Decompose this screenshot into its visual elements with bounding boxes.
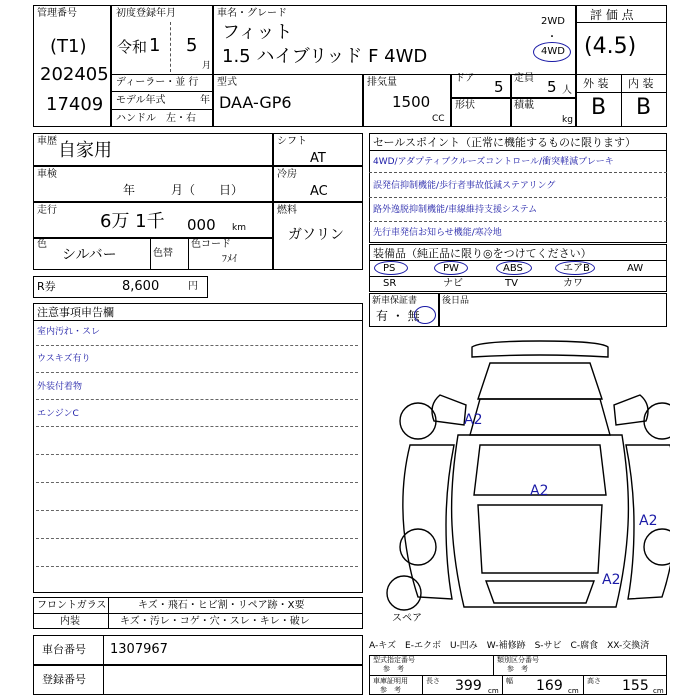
cert-sub: 参 考 [380, 686, 401, 694]
equip-airbag-circle [555, 261, 595, 275]
equip-leather: カワ [563, 278, 583, 289]
type-label: 型式 [217, 77, 237, 88]
warranty-value: 有 ・ 無 [376, 309, 420, 323]
recycle-label: R券 [37, 280, 56, 293]
capacity-unit: 人 [562, 85, 572, 96]
capacity-label: 定員 [514, 73, 534, 84]
color-label: 色 [37, 239, 47, 250]
mileage-label: 走行 [37, 205, 57, 216]
ac-value: AC [310, 184, 328, 199]
length-unit: cm [488, 687, 499, 695]
color-sep [150, 238, 151, 270]
notes-title: 注意事項申告欄 [37, 306, 114, 319]
ext-grade: B [591, 95, 607, 120]
height-value: 155 [622, 678, 649, 694]
windshield-vsep [108, 597, 109, 629]
height-label: 高さ [587, 677, 601, 685]
note-line [36, 510, 358, 511]
notes-box [33, 303, 363, 593]
type-spec-sub: 参 考 [383, 665, 404, 673]
model-year-label: モデル年式 [116, 95, 166, 106]
reg-era: 令和 [117, 38, 148, 56]
note-line [36, 372, 358, 373]
drive-dot: ・ [547, 32, 557, 43]
color-change-label: 色替 [153, 248, 173, 259]
reg-no-vsep [103, 665, 104, 695]
class-label: 類別区分番号 [497, 656, 539, 664]
door-value: 5 [494, 78, 504, 96]
reg-divider [170, 22, 171, 72]
equipment-sep2 [369, 276, 667, 277]
color-code-value: ﾌﾒｲ [222, 254, 237, 265]
windshield-sep [33, 613, 363, 614]
width-value: 169 [536, 678, 563, 694]
notes-title-sep [33, 320, 363, 321]
windshield-label: フロントガラス [37, 600, 107, 611]
capacity-value: 5 [547, 78, 557, 96]
note-item: 外装付着物 [37, 382, 83, 392]
equip-pw-circle [434, 261, 468, 275]
mgmt-label: 管理番号 [37, 8, 77, 19]
class-sub: 参 考 [507, 665, 528, 673]
equipment-title: 装備品（純正品に限り◎をつけてください） [373, 247, 592, 260]
recycle-unit: 円 [188, 281, 198, 292]
dealer-sep [111, 91, 213, 92]
drive-4wd-circle [533, 42, 571, 62]
history-label: 車歴 [37, 136, 57, 147]
sales-point: 先行車発信お知らせ機能/寒冷地 [373, 228, 502, 238]
note-item: エンジンC [37, 409, 79, 419]
warranty-label: 新車保証書 [372, 296, 418, 306]
shape-label: 形状 [455, 100, 475, 111]
reg-year: 1 [149, 35, 161, 56]
color-sep2 [188, 238, 189, 270]
sales-line [369, 221, 667, 222]
reg-month-unit: 月 [202, 61, 212, 71]
color-value: シルバー [62, 247, 117, 263]
sales-line [369, 197, 667, 198]
note-line [36, 538, 358, 539]
drive-2wd: 2WD [541, 16, 565, 27]
windshield-items: キズ・飛石・ヒビ割・リペア跡・X要 [138, 600, 305, 611]
sales-point: 誤発信抑制機能/歩行者事故低減ステアリング [373, 181, 556, 191]
shift-label: シフト [277, 136, 307, 147]
dealer-sep2 [111, 109, 213, 110]
fuel-label: 燃料 [277, 205, 297, 216]
warranty-none-circle [414, 306, 436, 324]
length-value: 399 [455, 678, 482, 694]
aftermarket-box [439, 293, 667, 327]
recycle-box [33, 276, 208, 298]
reg-no-label: 登録番号 [42, 673, 86, 686]
mgmt-line1: (T1) [50, 36, 87, 57]
equip-aw: AW [627, 263, 644, 274]
interior-label: 内装 [60, 616, 80, 627]
history-value: 自家用 [58, 140, 112, 161]
drive-4wd: 4WD [541, 46, 565, 57]
note-line [36, 454, 358, 455]
equip-navi: ナビ [443, 278, 463, 289]
mgmt-line2: 202405 [40, 64, 109, 85]
int-label: 内 装 [628, 77, 654, 90]
spare-label: スペア [392, 613, 422, 624]
score-sep [576, 22, 667, 23]
score-value: (4.5) [584, 34, 637, 59]
door-label: ドア [455, 73, 475, 84]
spec-vsep4 [583, 675, 584, 695]
load-unit: kg [562, 115, 573, 125]
mileage-tail: 000 [187, 216, 216, 234]
equip-abs-circle [496, 261, 532, 275]
sales-title-sep [369, 150, 667, 151]
note-line [36, 399, 358, 400]
int-grade: B [636, 95, 652, 120]
note-line [36, 566, 358, 567]
inspection-label: 車検 [37, 169, 57, 180]
equip-pw: PW [443, 263, 459, 274]
car-grade: 1.5 ハイブリッド F 4WD [222, 46, 428, 67]
spec-vsep3 [502, 675, 503, 695]
car-diagram [380, 335, 670, 635]
score-vsep [621, 74, 622, 127]
dealer-label: ディーラー・並 行 [116, 77, 199, 88]
sales-line [369, 172, 667, 173]
mgmt-line3: 17409 [46, 94, 104, 115]
note-line [36, 426, 358, 427]
reg-label: 初度登録年月 [116, 8, 176, 19]
ext-label: 外 装 [583, 77, 609, 90]
spec-vsep2 [422, 675, 423, 695]
damage-mark: A2 [464, 412, 483, 428]
load-label: 積載 [514, 100, 534, 111]
equip-abs: ABS [503, 263, 523, 274]
car-name: フィット [222, 22, 293, 43]
inspection-value: 年 月（ 日） [123, 183, 244, 197]
chassis-label: 車台番号 [42, 643, 86, 656]
cert-label: 車庫証明用 [373, 677, 408, 685]
equip-ps-circle [374, 261, 408, 275]
note-item: ウスキズ有り [37, 354, 91, 364]
reg-month: 5 [186, 35, 198, 56]
displacement-value: 1500 [392, 93, 431, 111]
note-line [36, 345, 358, 346]
damage-mark: A2 [639, 513, 658, 529]
equip-tv: TV [505, 278, 518, 289]
color-code-label: 色コード [191, 239, 231, 250]
displacement-unit: CC [432, 114, 445, 124]
chassis-value: 1307967 [110, 642, 168, 657]
sales-title: セールスポイント（正常に機能するものに限ります） [373, 136, 637, 149]
note-item: 室内汚れ・スレ [37, 327, 101, 337]
damage-legend: A-キズ E-エクボ U-凹み W-補修跡 S-サビ C-腐食 XX-交換済 [369, 641, 650, 651]
fuel-value: ガソリン [288, 227, 344, 243]
shift-value: AT [310, 151, 326, 166]
score-sep3 [576, 92, 667, 93]
handle-label: ハンドル 左・右 [116, 113, 196, 124]
mileage-value: 6万 1千 [100, 211, 165, 232]
spec-vsep [493, 655, 494, 675]
type-value: DAA-GP6 [219, 93, 292, 112]
equip-sr: SR [383, 278, 397, 289]
equip-ps: PS [383, 263, 396, 274]
spec-sep [369, 675, 667, 676]
equip-airbag: エアB [563, 263, 590, 274]
sales-point: 4WD/アダプティブクルーズコントロール/衝突軽減ブレーキ [373, 157, 614, 167]
sales-point: 路外逸脱抑制機能/車線維持支援システム [373, 205, 538, 215]
damage-mark: A2 [530, 483, 549, 499]
damage-mark: A2 [602, 572, 621, 588]
width-unit: cm [568, 687, 579, 695]
ac-label: 冷房 [277, 169, 297, 180]
chassis-vsep [103, 635, 104, 665]
width-label: 幅 [506, 677, 513, 685]
score-label: 評 価 点 [590, 8, 634, 22]
note-line [36, 482, 358, 483]
aftermarket-label: 後日品 [442, 296, 470, 306]
name-label: 車名・グレード [217, 8, 287, 19]
displacement-label: 排気量 [367, 77, 397, 88]
length-label: 長さ [426, 677, 440, 685]
height-unit: cm [653, 687, 664, 695]
recycle-value: 8,600 [122, 279, 160, 294]
interior-items: キズ・汚レ・コゲ・穴・スレ・キレ・破レ [120, 616, 310, 627]
mileage-unit: km [232, 223, 246, 233]
type-spec-label: 型式指定番号 [373, 656, 415, 664]
model-year-unit: 年 [200, 95, 210, 106]
